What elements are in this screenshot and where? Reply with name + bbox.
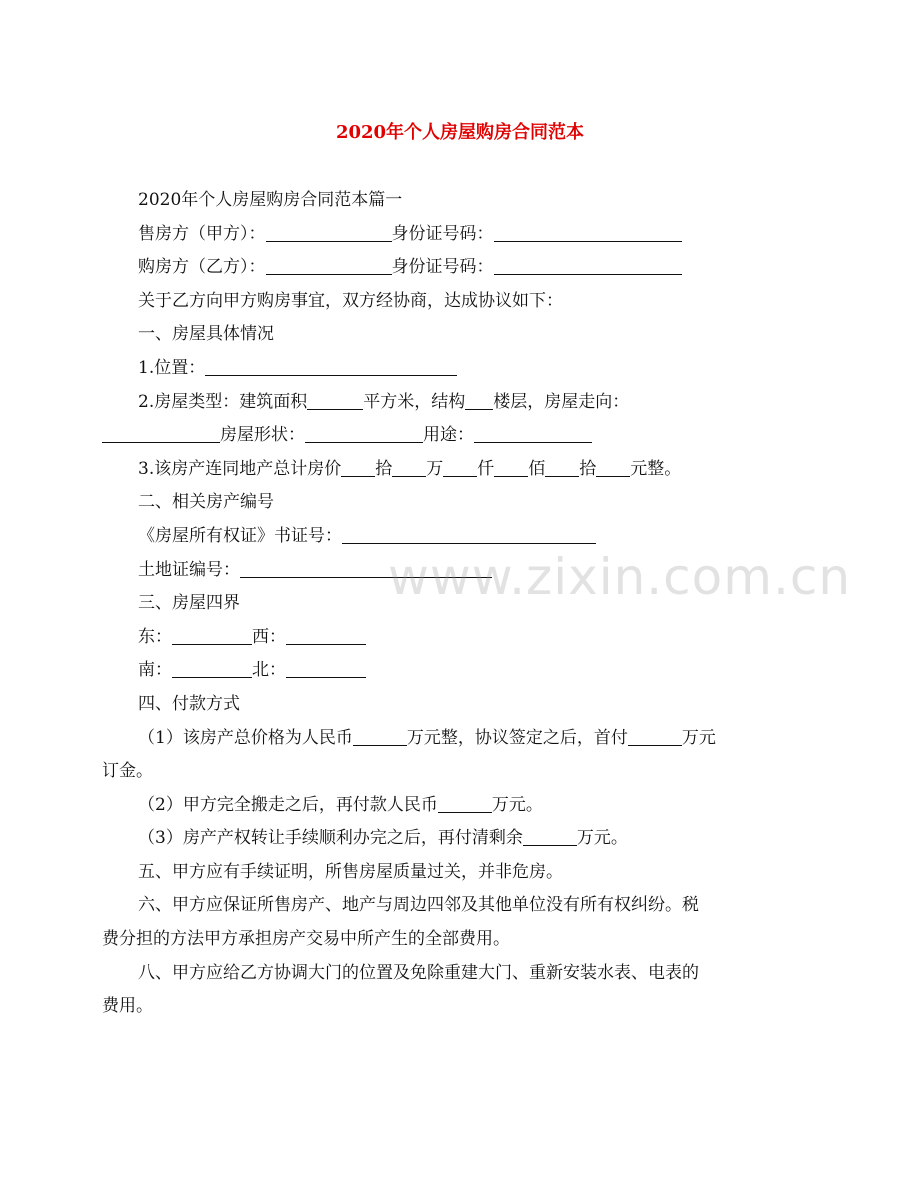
price-line <box>138 453 786 487</box>
cert-line <box>138 520 786 554</box>
area-blank[interactable] <box>307 392 363 410</box>
payment-2-unit: 万元。 <box>491 794 543 815</box>
seller-label: 售房方（甲方）： <box>138 223 266 244</box>
land-line <box>138 554 786 588</box>
down-payment-blank[interactable] <box>628 728 682 746</box>
west-label: 西： <box>252 626 286 647</box>
buyer-id-blank[interactable] <box>494 257 682 275</box>
shape-label: 房屋形状： <box>220 425 305 446</box>
section-6-cont: 费分担的方法甲方承担房产交易中所产生的全部费用。 <box>102 929 510 950</box>
section-5-line: 五、甲方应有手续证明，所售房屋质量过关，并非危房。 <box>138 861 563 882</box>
structure-blank[interactable] <box>465 392 493 410</box>
section-6-line: 六、甲方应保证所售房产、地产与周边四邻及其他单位没有所有权纠纷。税 <box>138 895 699 916</box>
buyer-line <box>138 251 786 285</box>
south-north-line <box>138 654 786 688</box>
document-body <box>102 184 786 1024</box>
watermark-text: www.zixin.com.cn <box>388 548 852 606</box>
location-blank[interactable] <box>205 358 457 376</box>
payment-3-unit: 万元。 <box>576 828 628 849</box>
unit-bai: 佰 <box>528 458 546 479</box>
north-label: 北： <box>252 660 286 681</box>
use-label: 用途： <box>423 425 474 446</box>
seller-name-blank[interactable] <box>266 224 392 242</box>
section-8-line: 八、甲方应给乙方协调大门的位置及免除重建大门、重新安装水表、电表的 <box>138 962 699 983</box>
section-3-heading: 三、房屋四界 <box>138 593 240 614</box>
payment-1-mid: 万元整，协议签定之后，首付 <box>406 727 628 748</box>
shape-use-line <box>102 419 786 453</box>
intro-line: 关于乙方向甲方购房事宜，双方经协商，达成协议如下： <box>138 290 563 311</box>
east-label: 东： <box>138 626 172 647</box>
unit-qian: 仟 <box>477 458 495 479</box>
payment-2-line <box>138 789 786 823</box>
unit-shi: 拾 <box>375 458 393 479</box>
section-8-cont: 费用。 <box>102 996 153 1017</box>
east-blank[interactable] <box>172 627 252 645</box>
south-label: 南： <box>138 660 172 681</box>
price-blank-3[interactable] <box>443 459 477 477</box>
buyer-name-blank[interactable] <box>266 257 392 275</box>
shape-blank[interactable] <box>305 425 423 443</box>
location-label: 1.位置： <box>138 357 206 378</box>
unit-wan: 万 <box>426 458 444 479</box>
land-label: 土地证编号： <box>138 559 240 580</box>
payment-3-label: （3）房产产权转让手续顺利办完之后，再付清剩余 <box>138 828 523 849</box>
house-type-line <box>138 386 786 420</box>
north-blank[interactable] <box>286 660 366 678</box>
cert-blank[interactable] <box>342 526 596 544</box>
unit-shi-2: 拾 <box>579 458 597 479</box>
unit-yuan: 元整。 <box>630 458 682 479</box>
final-payment-blank[interactable] <box>523 828 577 846</box>
location-line <box>138 352 786 386</box>
payment-1-unit: 万元 <box>681 727 716 748</box>
price-blank-6[interactable] <box>596 459 630 477</box>
total-price-blank[interactable] <box>353 728 407 746</box>
price-label: 3.该房产连同地产总计房价 <box>138 458 342 479</box>
west-blank[interactable] <box>286 627 366 645</box>
south-blank[interactable] <box>172 660 252 678</box>
cert-label: 《房屋所有权证》书证号： <box>138 525 342 546</box>
seller-id-blank[interactable] <box>494 224 682 242</box>
land-blank[interactable] <box>240 560 492 578</box>
payment-1-line <box>138 722 786 756</box>
document-title: 2020年个人房屋购房合同范本 <box>335 122 585 143</box>
seller-id-label: 身份证号码： <box>391 223 494 244</box>
payment-2-label: （2）甲方完全搬走之后，再付款人民币 <box>138 794 438 815</box>
price-blank-4[interactable] <box>494 459 528 477</box>
section-4-heading: 四、付款方式 <box>138 693 240 714</box>
house-type-label: 2.房屋类型：建筑面积 <box>138 391 308 412</box>
payment-1-cont: 订金。 <box>102 761 153 782</box>
payment-3-line <box>138 822 786 856</box>
buyer-id-label: 身份证号码： <box>391 257 494 278</box>
orientation-label: 楼层，房屋走向： <box>493 391 630 412</box>
section-1-heading: 一、房屋具体情况 <box>138 324 274 345</box>
seller-line <box>138 218 786 252</box>
price-blank-2[interactable] <box>392 459 426 477</box>
price-blank-5[interactable] <box>545 459 579 477</box>
structure-label: 平方米，结构 <box>363 391 466 412</box>
use-blank[interactable] <box>474 425 592 443</box>
payment-1-label: （1）该房产总价格为人民币 <box>138 727 353 748</box>
orientation-blank[interactable] <box>102 425 220 443</box>
buyer-label: 购房方（乙方）： <box>138 257 266 278</box>
east-west-line <box>138 621 786 655</box>
contract-heading: 2020年个人房屋购房合同范本篇一 <box>138 190 403 210</box>
second-payment-blank[interactable] <box>438 795 492 813</box>
section-2-heading: 二、相关房产编号 <box>138 492 274 513</box>
price-blank-1[interactable] <box>341 459 375 477</box>
